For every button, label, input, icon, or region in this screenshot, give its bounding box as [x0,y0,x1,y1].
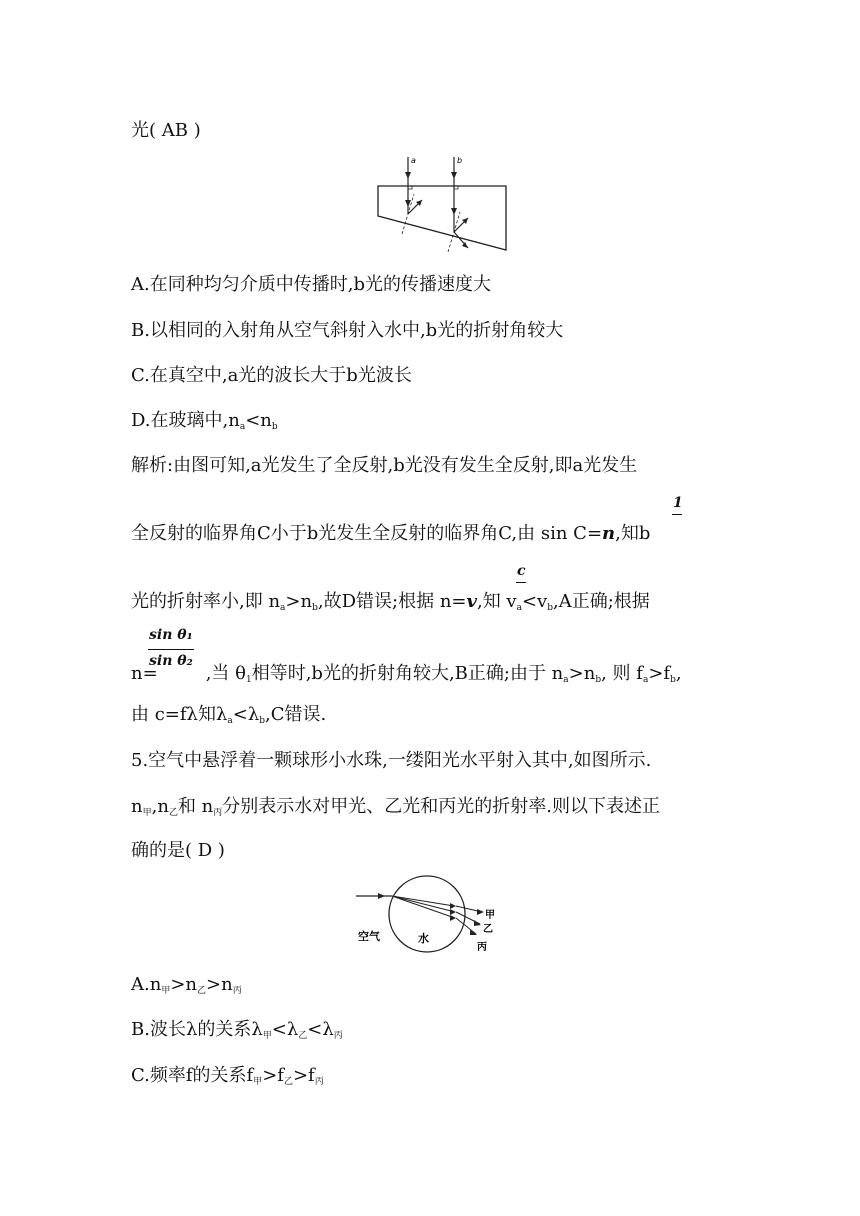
text: , [675,663,682,684]
frac-den-1: n [602,523,616,544]
text: >n [568,663,596,684]
sub: 丙 [232,986,242,996]
q4-analysis-line1: 解析:由图可知,a光发生了全反射,b光没有发生全反射,即a光发生 [131,455,638,476]
q4-analysis-line3 [131,589,650,621]
sub: a [227,716,233,726]
q5-stem-line1: 5.空气中悬浮着一颗球形小水珠,一缕阳光水平射入其中,如图所示. [131,750,652,771]
text: <v [521,591,548,612]
text: <λ [271,1019,299,1040]
q5-figure-droplet [352,872,512,956]
q4-stem-end: 光( AB ) [131,120,201,141]
sub: 甲 [142,808,152,818]
q4-option-b: B.以相同的入射角从空气斜射入水中,b光的折射角较大 [131,320,564,341]
label-air: 空气 [358,930,380,943]
q4-option-c: C.在真空中,a光的波长大于b光波长 [131,365,412,386]
sub: b [259,716,266,726]
label-water: 水 [418,932,429,945]
text: ,知 v [476,591,517,612]
q4-option-a: A.在同种均匀介质中传播时,b光的传播速度大 [131,274,491,295]
sub: b [595,675,602,685]
sub: 甲 [262,1031,272,1041]
sub: 丙 [314,1077,324,1087]
q4-option-d [131,408,278,440]
text: 全反射的临界角C小于b光发生全反射的临界角C,由 sin C= [131,523,603,544]
text: ,C错误. [265,704,327,725]
q4-analysis-line4 [131,661,682,693]
sub: 乙 [197,986,207,996]
q5-stem-line3: 确的是( D ) [131,840,225,861]
q4-analysis-line5 [131,702,326,734]
q4-analysis-line2 [131,521,650,547]
sub: 丙 [333,1031,343,1041]
sub: b [670,675,676,685]
text: A.n [131,974,162,995]
text: >f [648,663,671,684]
text: ,当 θ [205,663,246,684]
frac-bar-2 [516,582,526,583]
text: ,知b [615,523,651,544]
sub: 丙 [213,808,223,818]
label-yi: 乙 [483,924,493,935]
text: >n [206,974,233,995]
frac-bar-1 [672,514,682,515]
text: <λ [307,1019,334,1040]
text: , 则 f [601,663,643,684]
text: C.频率f的关系f [131,1065,254,1086]
sub: 甲 [161,986,171,996]
q5-option-a [131,972,242,1004]
sub: 甲 [253,1077,263,1087]
sub: b [271,422,278,432]
ray-a-label: a [411,156,416,165]
frac-num-1: 1 [673,495,683,511]
text: B.波长λ的关系λ [131,1019,263,1040]
text: D.在玻璃中,n [131,410,240,431]
text: 分别表示水对甲光、乙光和丙光的折射率.则以下表述正 [222,796,661,817]
sub: a [563,675,569,685]
text: n= [131,663,158,684]
text: <n [245,410,272,431]
label-bing: 丙 [477,942,487,953]
text: >n [170,974,198,995]
sub: a [280,603,286,613]
frac-bar-3 [148,649,194,650]
q5-option-c [131,1063,324,1095]
sub: a [516,603,522,613]
text: <λ [232,704,260,725]
sub: 1 [245,675,252,685]
ray-b-label: b [457,156,463,165]
frac-den-2: v [466,591,477,612]
sub: 乙 [298,1031,308,1041]
label-jia: 甲 [485,910,495,921]
prism-diagram [372,152,512,262]
q5-option-b [131,1017,343,1049]
text: >f [292,1065,315,1086]
text: ,故D错误;根据 n= [317,591,467,612]
droplet-diagram [352,872,512,956]
q5-stem-line2 [131,794,660,826]
sub: b [547,603,553,613]
sub: a [642,675,649,685]
text: ,A正确;根据 [553,591,650,612]
text: >f [262,1065,284,1086]
text: 相等时,b光的折射角较大,B正确;由于 n [251,663,564,684]
frac-den-3: sin θ₂ [149,653,193,669]
frac-num-3: sin θ₁ [149,627,193,643]
text: 由 c=fλ知λ [131,704,228,725]
text: ,n [151,796,169,817]
text: n [131,796,143,817]
q4-figure-prism [372,152,512,262]
sub: a [239,422,246,432]
frac-num-2: c [517,563,526,579]
sub: b [312,603,318,613]
sub: 乙 [168,808,178,818]
sub: 乙 [283,1077,293,1087]
text: 光的折射率小,即 n [131,591,281,612]
text: 和 n [177,796,214,817]
text: >n [285,591,313,612]
